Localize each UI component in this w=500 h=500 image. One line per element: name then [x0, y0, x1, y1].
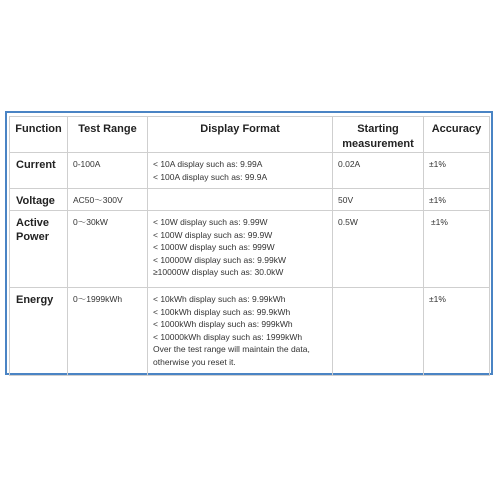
header-function: Function	[10, 117, 68, 153]
display-line: < 10000kWh display such as: 1999kWh	[153, 331, 303, 342]
starting-cell: 50V	[333, 189, 424, 211]
table-row-voltage	[10, 189, 490, 211]
display-line: < 100kWh display such as: 99.9kWh	[153, 306, 291, 317]
accuracy-cell: ±1%	[424, 211, 490, 288]
header-test-range: Test Range	[68, 117, 148, 153]
function-cell: Voltage	[10, 189, 68, 211]
range-cell: 0-100A	[68, 153, 148, 189]
display-format-cell	[148, 153, 333, 189]
display-line: Over the test range will maintain the data,	[153, 344, 310, 355]
starting-cell: 0.5W	[333, 211, 424, 288]
table-row-current	[10, 153, 490, 189]
table-row-energy	[10, 288, 490, 376]
accuracy-cell: ±1%	[424, 189, 490, 211]
header-display-format: Display Format	[148, 117, 333, 153]
range-cell: AC50～300V	[68, 189, 148, 211]
function-cell: Active Power	[10, 211, 68, 288]
header-accuracy: Accuracy	[424, 117, 490, 153]
header-starting-measurement: Starting measurement	[333, 117, 424, 153]
display-format-cell	[148, 211, 333, 288]
function-cell: Energy	[10, 288, 68, 376]
accuracy-cell: ±1%	[424, 153, 490, 189]
display-format-cell	[148, 189, 333, 211]
accuracy-cell: ±1%	[424, 288, 490, 376]
table-row-active-power	[10, 211, 490, 288]
display-line: < 10A display such as: 9.99A	[153, 159, 263, 169]
table-header-row	[10, 117, 490, 153]
starting-cell	[333, 288, 424, 376]
display-line: < 10kWh display such as: 9.99kWh	[153, 294, 286, 304]
display-line: < 10000W display such as: 9.99kW	[153, 254, 286, 265]
display-line: < 10W display such as: 9.99W	[153, 217, 268, 227]
display-line: ≥10000W display such as: 30.0kW	[153, 267, 284, 278]
display-format-cell	[148, 288, 333, 376]
display-line: < 1000W display such as: 999W	[153, 242, 275, 253]
display-line: otherwise you reset it.	[153, 356, 236, 367]
display-line: < 100W display such as: 99.9W	[153, 229, 273, 240]
range-cell: 0～30kW	[68, 211, 148, 288]
display-line: < 1000kWh display such as: 999kWh	[153, 319, 293, 330]
display-line: < 100A display such as: 99.9A	[153, 171, 268, 182]
function-cell: Current	[10, 153, 68, 189]
specification-table	[9, 116, 490, 376]
starting-cell: 0.02A	[333, 153, 424, 189]
range-cell: 0～1999kWh	[68, 288, 148, 376]
